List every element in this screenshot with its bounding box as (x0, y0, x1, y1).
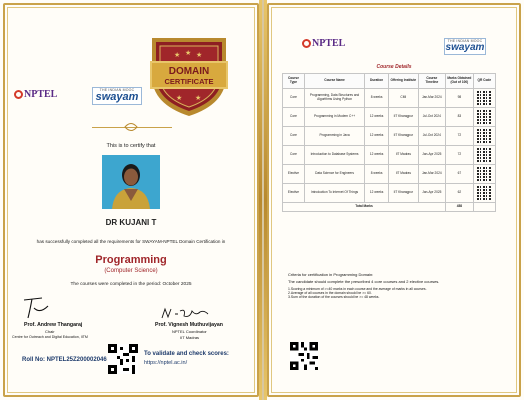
column-header: Marks Obtained (Out of 100) (446, 74, 474, 89)
table-row: Core Programming in Java 12 weeks IIT Kharagpur Jul-Oct 2024 72 (283, 127, 496, 146)
criteria-block (288, 272, 508, 299)
nptel-logo: NPTEL (302, 38, 345, 49)
qr-code-icon (473, 108, 495, 127)
nptel-logo: NPTEL (14, 89, 57, 100)
qr-code-icon (473, 89, 495, 108)
flourish-icon (124, 122, 138, 132)
signatory-right-name: Prof. Vignesh Muthuvijayan (155, 322, 223, 328)
criteria-point: 3.Sum of the duration of the courses should be >= 48 weeks. (288, 295, 380, 299)
criteria-point: 1.Scoring a minimum of >=40 marks in each course and the average of marks in all courses. (288, 287, 427, 291)
qr-code-icon (473, 146, 495, 165)
table-row: Core Introduction to Database Systems 12 weeks IIT Madras Jan-Apr 2025 72 (283, 146, 496, 165)
svg-text:★: ★ (196, 51, 203, 59)
column-header: QR Code (473, 74, 495, 89)
validate-link[interactable]: https://nptel.ac.in/ (144, 360, 188, 366)
qr-code-icon (473, 184, 495, 203)
signatory-left-name: Prof. Andrew Thangaraj (24, 322, 83, 328)
badge-title: DOMAIN (168, 66, 210, 77)
svg-text:★: ★ (195, 94, 202, 102)
signatory-left-org: Centre for Outreach and Digital Education, IITM (12, 335, 88, 339)
signatory-right-org: IIT Madras (180, 335, 200, 340)
column-header: Course Type (283, 74, 305, 89)
criteria-title: Criteria for certification in Programming Domain: (288, 272, 374, 277)
completion-text: has successfully completed all the requirements for SWAYAM-NPTEL Domain Certification in (36, 239, 226, 244)
validate-text: To validate and check scores: (144, 351, 229, 357)
course-details-table (282, 73, 496, 212)
column-header: Course Name (304, 74, 364, 89)
criteria-point: 2.Average of all courses in the domain should be >= 60. (288, 291, 372, 295)
criteria-line: The candidate should complete the prescribed 4 core courses and 2 elective courses. (288, 279, 440, 284)
table-header-row (283, 74, 496, 89)
table-row: Core Programming in Modern C++ 12 weeks IIT Kharagpur Jul-Oct 2024 83 (283, 108, 496, 127)
svg-text:★: ★ (185, 49, 192, 57)
domain-qr-code (290, 342, 318, 370)
table-row: Elective Introduction To Internet Of Things 12 weeks IIT Kharagpur Jan-Apr 2025 62 (283, 184, 496, 203)
svg-text:★: ★ (176, 94, 183, 102)
signature-right (160, 306, 210, 320)
domain-name: Programming (95, 254, 167, 266)
total-label: Total Marks (283, 203, 446, 212)
column-header: Course Timeline (418, 74, 445, 89)
domain-certificate-badge (146, 32, 232, 118)
certify-text: This is to certify that (106, 143, 156, 149)
nptel-ring-icon (14, 90, 23, 99)
total-row (283, 203, 496, 212)
certificate-qr-code (108, 344, 138, 374)
completion-period: The courses were completed in the period: October 2025 (70, 282, 192, 287)
section-title: Course Details (376, 64, 412, 70)
swayam-logo: THE INDIAN MOOC swayam (445, 39, 485, 53)
signatory-right-role: NPTEL Coordinator (172, 329, 207, 334)
svg-text:★: ★ (174, 51, 181, 59)
signatory-left-role: Chair (45, 329, 55, 334)
column-header: Offering Institute (389, 74, 418, 89)
column-header: Duration (365, 74, 389, 89)
roll-number: Roll No: NPTEL25Z200002046 (22, 357, 107, 363)
table-row: Core Programming, Data Structures and Algorithms Using Python 8 weeks CMI Jan-Mar 2024 98 (283, 89, 496, 108)
qr-code-icon (473, 165, 495, 184)
swayam-logo: THE INDIAN MOOC swayam (92, 87, 142, 105)
nptel-ring-icon (302, 39, 311, 48)
total-value: 458 (446, 203, 474, 212)
badge-subtitle: CERTIFICATE (164, 77, 214, 86)
candidate-photo (102, 155, 160, 209)
candidate-name: DR KUJANI T (105, 218, 157, 227)
qr-code-icon (473, 127, 495, 146)
signature-left (22, 296, 52, 320)
table-row: Elective Data Science for Engineers 8 weeks IIT Madras Jan-Mar 2024 67 (283, 165, 496, 184)
discipline-name: (Computer Science) (104, 268, 158, 274)
